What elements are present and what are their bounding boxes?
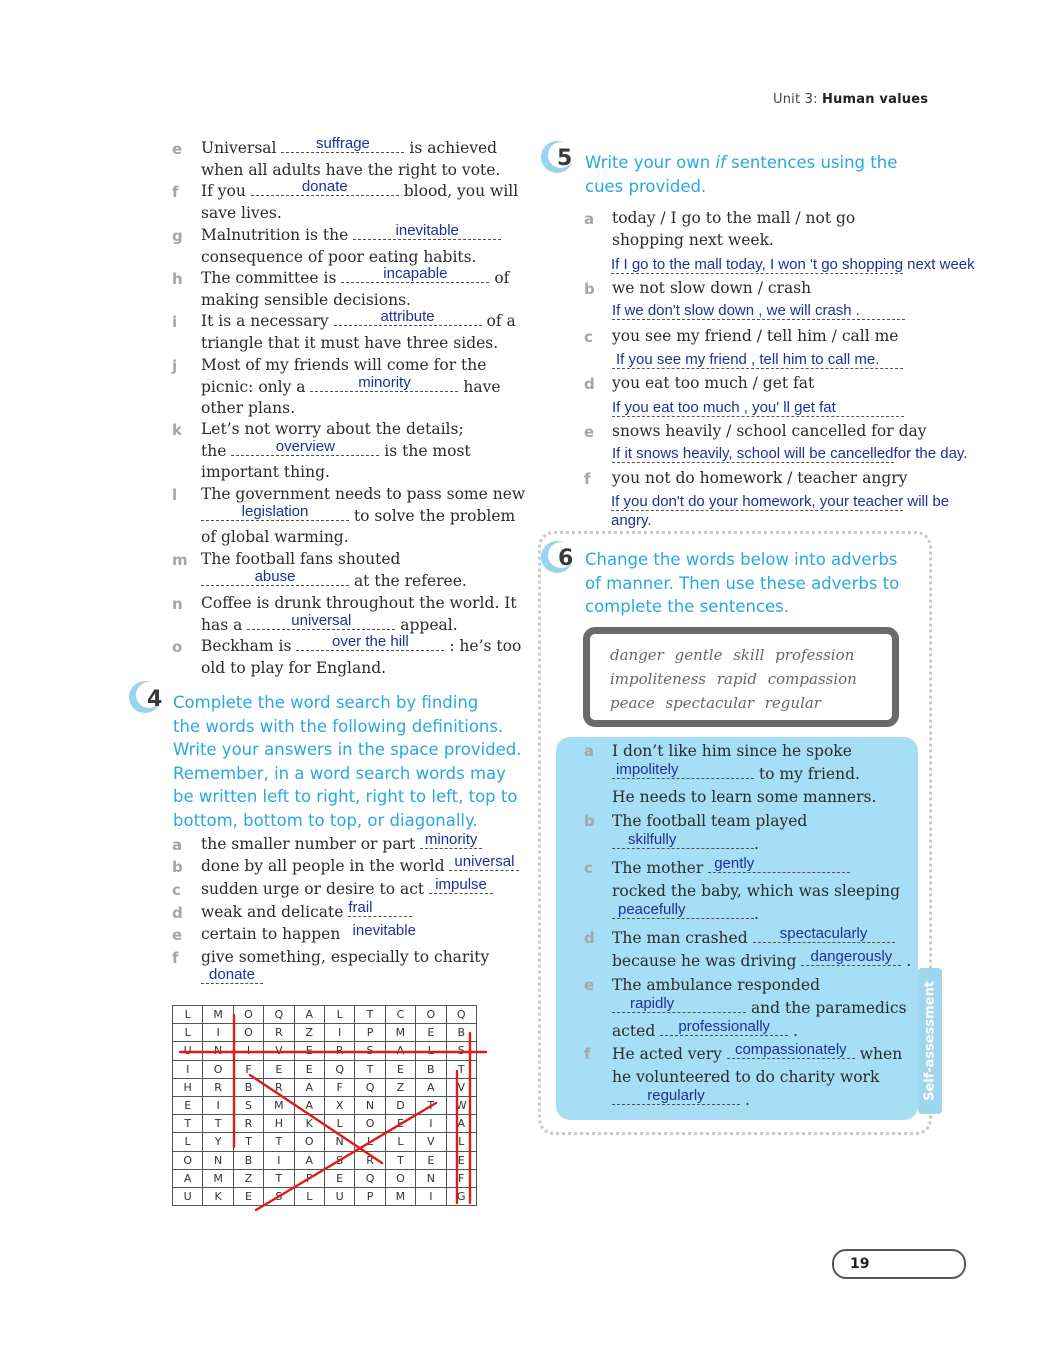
grid-cell: P xyxy=(294,1169,324,1187)
ex6-item-e: The ambulance responded rapidly and the paramedics acted professionally . xyxy=(612,976,907,1040)
grid-cell: K xyxy=(294,1115,324,1133)
item-letter: g xyxy=(172,227,183,245)
ex5-item-e: snows heavily / school cancelled for day xyxy=(612,422,927,440)
ex3-item-i: It is a necessary attribute of a triangle that it must have three sides. xyxy=(201,308,516,352)
grid-cell: E xyxy=(264,1060,294,1078)
ex3-item-o: Beckham is over the hill : he’s too old to play for England. xyxy=(201,633,522,677)
ex5-answer-f[interactable]: If you don't do your homework, your teacher will be angry. xyxy=(611,493,950,529)
grid-cell: T xyxy=(173,1115,203,1133)
grid-cell: F xyxy=(324,1078,354,1096)
grid-cell: C xyxy=(385,1006,415,1024)
item-letter: f xyxy=(584,1045,591,1063)
grid-cell: R xyxy=(264,1078,294,1096)
grid-cell: E xyxy=(385,1115,415,1133)
item-letter: d xyxy=(172,904,183,922)
grid-cell: B xyxy=(446,1024,476,1042)
item-letter: k xyxy=(172,421,182,439)
grid-cell: U xyxy=(324,1187,354,1205)
item-letter: b xyxy=(584,812,595,830)
ex6-item-a: I don’t like him since he spoke impolitely to my friend. He needs to learn some manners. xyxy=(612,742,877,806)
grid-cell: E xyxy=(233,1187,263,1205)
answer-blank[interactable]: regularly xyxy=(612,1090,740,1105)
ex4-item-b: done by all people in the world universal xyxy=(201,856,519,878)
answer-blank[interactable]: incapable xyxy=(341,268,489,283)
grid-cell: W xyxy=(446,1096,476,1114)
ex4-item-f: give something, especially to charity donate xyxy=(201,948,490,983)
grid-cell: V xyxy=(446,1078,476,1096)
grid-cell: E xyxy=(446,1151,476,1169)
grid-cell: T xyxy=(355,1006,385,1024)
grid-cell: I xyxy=(416,1187,446,1205)
grid-cell: Z xyxy=(233,1169,263,1187)
grid-cell: S xyxy=(233,1096,263,1114)
grid-cell: T xyxy=(264,1169,294,1187)
grid-cell: M xyxy=(385,1024,415,1042)
grid-cell: L xyxy=(173,1024,203,1042)
item-letter: c xyxy=(584,859,593,877)
grid-cell: Z xyxy=(385,1078,415,1096)
grid-cell: M xyxy=(385,1187,415,1205)
ex5-answer-a[interactable]: If I go to the mall today, I won 't go shopping next week xyxy=(611,256,975,273)
ex5-item-d: you eat too much / get fat xyxy=(612,374,815,392)
answer-blank[interactable]: gently xyxy=(708,858,850,873)
exercise-5-instructions: Write your own if sentences using the cues provided. xyxy=(585,153,898,196)
item-letter: l xyxy=(172,486,178,504)
item-letter: m xyxy=(172,551,188,569)
grid-cell: L xyxy=(324,1115,354,1133)
self-assessment-tab: Self-assessment xyxy=(918,968,942,1114)
item-letter: b xyxy=(172,858,183,876)
grid-cell: N xyxy=(416,1169,446,1187)
grid-cell: L xyxy=(355,1133,385,1151)
grid-row xyxy=(173,1115,477,1133)
grid-cell: E xyxy=(294,1042,324,1060)
grid-cell: I xyxy=(203,1096,233,1114)
grid-cell: B xyxy=(233,1078,263,1096)
grid-row xyxy=(173,1133,477,1151)
item-letter: f xyxy=(172,949,179,967)
answer-blank[interactable]: minority xyxy=(310,377,458,392)
grid-cell: E xyxy=(294,1060,324,1078)
ex4-item-e: certain to happen inevitable xyxy=(201,924,423,946)
answer-blank[interactable]: attribute xyxy=(334,311,482,326)
grid-cell: S xyxy=(355,1042,385,1060)
grid-cell: R xyxy=(324,1042,354,1060)
grid-cell: A xyxy=(294,1096,324,1114)
grid-cell: R xyxy=(355,1151,385,1169)
ex4-item-d: weak and delicate frail xyxy=(201,902,412,924)
word-bank: danger gentle skill profession impoliteness rapid compassion peace spectacular regular xyxy=(583,627,899,727)
grid-cell: X xyxy=(324,1096,354,1114)
answer-blank[interactable]: donate xyxy=(201,969,263,984)
answer-blank[interactable]: spectacularly xyxy=(753,928,895,943)
ex3-item-j: Most of my friends will come for the picnic: only a minority have other plans. xyxy=(201,356,501,417)
answer-blank[interactable]: peacefully xyxy=(612,904,754,919)
ex5-item-b: we not slow down / crash xyxy=(612,279,812,297)
grid-cell: S xyxy=(264,1187,294,1205)
grid-cell: D xyxy=(385,1096,415,1114)
answer-blank[interactable]: donate xyxy=(251,181,399,196)
ex3-item-h: The committee is incapable of making sensible decisions. xyxy=(201,265,510,309)
answer-blank[interactable]: legislation xyxy=(201,506,349,521)
answer-blank[interactable]: inevitable xyxy=(352,922,416,939)
grid-cell: I xyxy=(416,1115,446,1133)
grid-cell: F xyxy=(233,1060,263,1078)
grid-cell: T xyxy=(416,1096,446,1114)
ex3-item-k: Let’s not worry about the details; the overview is the most important thing. xyxy=(201,420,471,481)
item-letter: a xyxy=(584,210,595,228)
grid-cell: Q xyxy=(355,1169,385,1187)
grid-cell: Z xyxy=(294,1024,324,1042)
grid-cell: E xyxy=(324,1169,354,1187)
answer-blank[interactable]: frail xyxy=(348,902,412,917)
grid-cell: B xyxy=(416,1060,446,1078)
grid-cell: Q xyxy=(355,1078,385,1096)
grid-cell: T xyxy=(355,1060,385,1078)
ex5-answer-b[interactable]: If we don't slow down , we will crash . xyxy=(612,300,905,319)
grid-row xyxy=(173,1187,477,1205)
answer-blank[interactable]: impulse xyxy=(429,879,493,894)
item-letter: d xyxy=(584,929,595,947)
answer-blank[interactable]: inevitable xyxy=(353,225,501,240)
grid-cell: E xyxy=(385,1060,415,1078)
grid-cell: F xyxy=(446,1169,476,1187)
grid-cell: O xyxy=(233,1006,263,1024)
grid-cell: L xyxy=(416,1042,446,1060)
item-letter: b xyxy=(584,280,595,298)
grid-cell: P xyxy=(355,1187,385,1205)
item-letter: e xyxy=(584,976,595,994)
grid-cell: N xyxy=(355,1096,385,1114)
grid-cell: N xyxy=(203,1151,233,1169)
grid-cell: I xyxy=(203,1024,233,1042)
grid-cell: E xyxy=(416,1024,446,1042)
grid-cell: O xyxy=(233,1024,263,1042)
ex4-item-a: the smaller number or part minority xyxy=(201,834,482,856)
ex6-item-b: The football team played skilfully . xyxy=(612,812,808,853)
grid-cell: O xyxy=(355,1115,385,1133)
grid-cell: I xyxy=(324,1024,354,1042)
grid-row xyxy=(173,1151,477,1169)
answer-blank[interactable]: compassionately xyxy=(727,1044,855,1059)
grid-cell: G xyxy=(446,1187,476,1205)
answer-blank[interactable]: rapidly xyxy=(612,998,746,1013)
answer-blank[interactable]: dangerously xyxy=(801,951,901,966)
grid-cell: I xyxy=(233,1042,263,1060)
ex3-item-f: If you donate blood, you will save lives. xyxy=(201,178,519,222)
ex3-item-l: The government needs to pass some new legislation to solve the problem of global warming. xyxy=(201,485,526,546)
grid-cell: Y xyxy=(203,1133,233,1151)
grid-cell: N xyxy=(203,1042,233,1060)
grid-cell: P xyxy=(355,1024,385,1042)
grid-cell: A xyxy=(446,1115,476,1133)
grid-cell: N xyxy=(324,1133,354,1151)
item-letter: a xyxy=(172,836,183,854)
grid-cell: Q xyxy=(446,1006,476,1024)
grid-row xyxy=(173,1096,477,1114)
svg-text:4: 4 xyxy=(147,687,162,712)
grid-cell: O xyxy=(385,1169,415,1187)
grid-cell: Q xyxy=(324,1060,354,1078)
exercise-4-badge-icon xyxy=(128,680,162,714)
ex6-item-c: The mother gently rocked the baby, which was sleeping peacefully . xyxy=(612,855,901,923)
grid-cell: B xyxy=(233,1151,263,1169)
grid-cell: V xyxy=(416,1133,446,1151)
grid-cell: T xyxy=(385,1151,415,1169)
grid-cell: S xyxy=(324,1151,354,1169)
word-search-grid xyxy=(172,1005,477,1206)
grid-cell: R xyxy=(233,1115,263,1133)
grid-cell: R xyxy=(264,1024,294,1042)
ex5-answer-c[interactable]: If you see my friend , tell him to call me. xyxy=(612,349,903,368)
exercise-6-instructions: Change the words below into adverbs of manner. Then use these adverbs to complete the sentences. xyxy=(585,550,900,616)
ex3-item-n: Coffee is drunk throughout the world. It has a universal appeal. xyxy=(201,594,517,634)
answer-blank[interactable]: universal xyxy=(247,615,395,630)
page-number: 19 xyxy=(832,1249,966,1279)
grid-cell: O xyxy=(294,1133,324,1151)
grid-cell: U xyxy=(173,1187,203,1205)
ex6-item-d: The man crashed spectacularly because he was driving dangerously . xyxy=(612,925,912,970)
ex4-item-c: sudden urge or desire to act impulse xyxy=(201,879,493,901)
grid-cell: H xyxy=(264,1115,294,1133)
ex5-answer-e[interactable]: If it snows heavily, school will be cancelledfor the day. xyxy=(612,445,968,462)
answer-blank[interactable]: impolitely xyxy=(612,764,754,779)
grid-row xyxy=(173,1060,477,1078)
grid-cell: L xyxy=(173,1006,203,1024)
exercise-4-instructions: Complete the word search by finding the words with the following definitions. Write your answers in the space provided. Remember, in a word search words may be written left to right, right to left, top to bottom, bottom to top, or diagonally. xyxy=(173,693,522,830)
grid-cell: A xyxy=(294,1006,324,1024)
item-letter: h xyxy=(172,270,183,288)
grid-cell: M xyxy=(203,1006,233,1024)
grid-cell: L xyxy=(385,1133,415,1151)
ex6-item-f: He acted very compassionately when he volunteered to do charity work regularly . xyxy=(612,1041,903,1109)
grid-cell: I xyxy=(173,1060,203,1078)
item-letter: f xyxy=(172,183,179,201)
grid-cell: T xyxy=(203,1115,233,1133)
item-letter: f xyxy=(584,470,591,488)
ex5-item-c: you see my friend / tell him / call me xyxy=(612,327,899,345)
grid-cell: M xyxy=(203,1169,233,1187)
ex3-item-e: Universal suffrage is achieved when all adults have the right to vote. xyxy=(201,135,501,179)
grid-cell: I xyxy=(264,1151,294,1169)
answer-blank[interactable]: minority xyxy=(420,834,482,849)
grid-cell: O xyxy=(416,1006,446,1024)
grid-cell: V xyxy=(264,1042,294,1060)
item-letter: e xyxy=(172,140,183,158)
item-letter: a xyxy=(584,742,595,760)
grid-cell: L xyxy=(446,1133,476,1151)
exercise-5-badge-icon xyxy=(540,140,574,174)
answer-blank[interactable]: suffrage xyxy=(281,138,404,153)
answer-blank[interactable]: universal xyxy=(449,856,519,871)
grid-cell: Q xyxy=(264,1006,294,1024)
exercise-6-badge-icon xyxy=(540,540,574,574)
item-letter: e xyxy=(172,926,183,944)
item-letter: i xyxy=(172,313,178,331)
item-letter: o xyxy=(172,638,183,656)
grid-cell: O xyxy=(173,1151,203,1169)
item-letter: c xyxy=(584,328,593,346)
ex3-item-m: The football fans shouted abuse at the referee. xyxy=(201,550,467,590)
item-letter: n xyxy=(172,595,183,613)
grid-row xyxy=(173,1169,477,1187)
grid-cell: E xyxy=(416,1151,446,1169)
grid-cell: U xyxy=(173,1042,203,1060)
grid-cell: H xyxy=(173,1078,203,1096)
item-letter: j xyxy=(172,357,178,375)
grid-cell: A xyxy=(416,1078,446,1096)
grid-row xyxy=(173,1024,477,1042)
grid-cell: T xyxy=(264,1133,294,1151)
grid-cell: T xyxy=(233,1133,263,1151)
grid-cell: L xyxy=(173,1133,203,1151)
grid-cell: L xyxy=(294,1187,324,1205)
answer-blank[interactable]: professionally xyxy=(660,1021,788,1036)
unit-label: Unit 3: xyxy=(773,92,818,107)
grid-cell: K xyxy=(203,1187,233,1205)
item-letter: c xyxy=(172,881,181,899)
ex5-item-f: you not do homework / teacher angry xyxy=(612,469,908,487)
ex5-item-a: today / I go to the mall / not go shopping next week. xyxy=(612,209,856,249)
grid-cell: O xyxy=(203,1060,233,1078)
item-letter: d xyxy=(584,375,595,393)
grid-cell: E xyxy=(173,1096,203,1114)
grid-cell: A xyxy=(173,1169,203,1187)
grid-row xyxy=(173,1006,477,1024)
item-letter: e xyxy=(584,423,595,441)
unit-title: Human values xyxy=(822,92,929,107)
unit-header xyxy=(773,92,928,107)
svg-text:5: 5 xyxy=(557,146,573,171)
grid-cell: L xyxy=(324,1006,354,1024)
answer-blank[interactable]: over the hill xyxy=(296,636,444,651)
grid-cell: A xyxy=(294,1151,324,1169)
grid-cell: A xyxy=(385,1042,415,1060)
grid-row xyxy=(173,1078,477,1096)
answer-blank[interactable]: skilfully xyxy=(612,834,754,849)
grid-cell: R xyxy=(203,1078,233,1096)
answer-blank[interactable]: abuse xyxy=(201,571,349,586)
ex5-answer-d[interactable]: If you eat too much , you' ll get fat xyxy=(612,397,904,416)
grid-cell: A xyxy=(294,1078,324,1096)
ex3-item-g: Malnutrition is the inevitable consequence of poor eating habits. xyxy=(201,225,501,268)
grid-cell: T xyxy=(446,1060,476,1078)
grid-row xyxy=(173,1042,477,1060)
svg-text:6: 6 xyxy=(558,546,574,571)
grid-cell: S xyxy=(446,1042,476,1060)
answer-blank[interactable]: overview xyxy=(231,441,379,456)
grid-cell: M xyxy=(264,1096,294,1114)
